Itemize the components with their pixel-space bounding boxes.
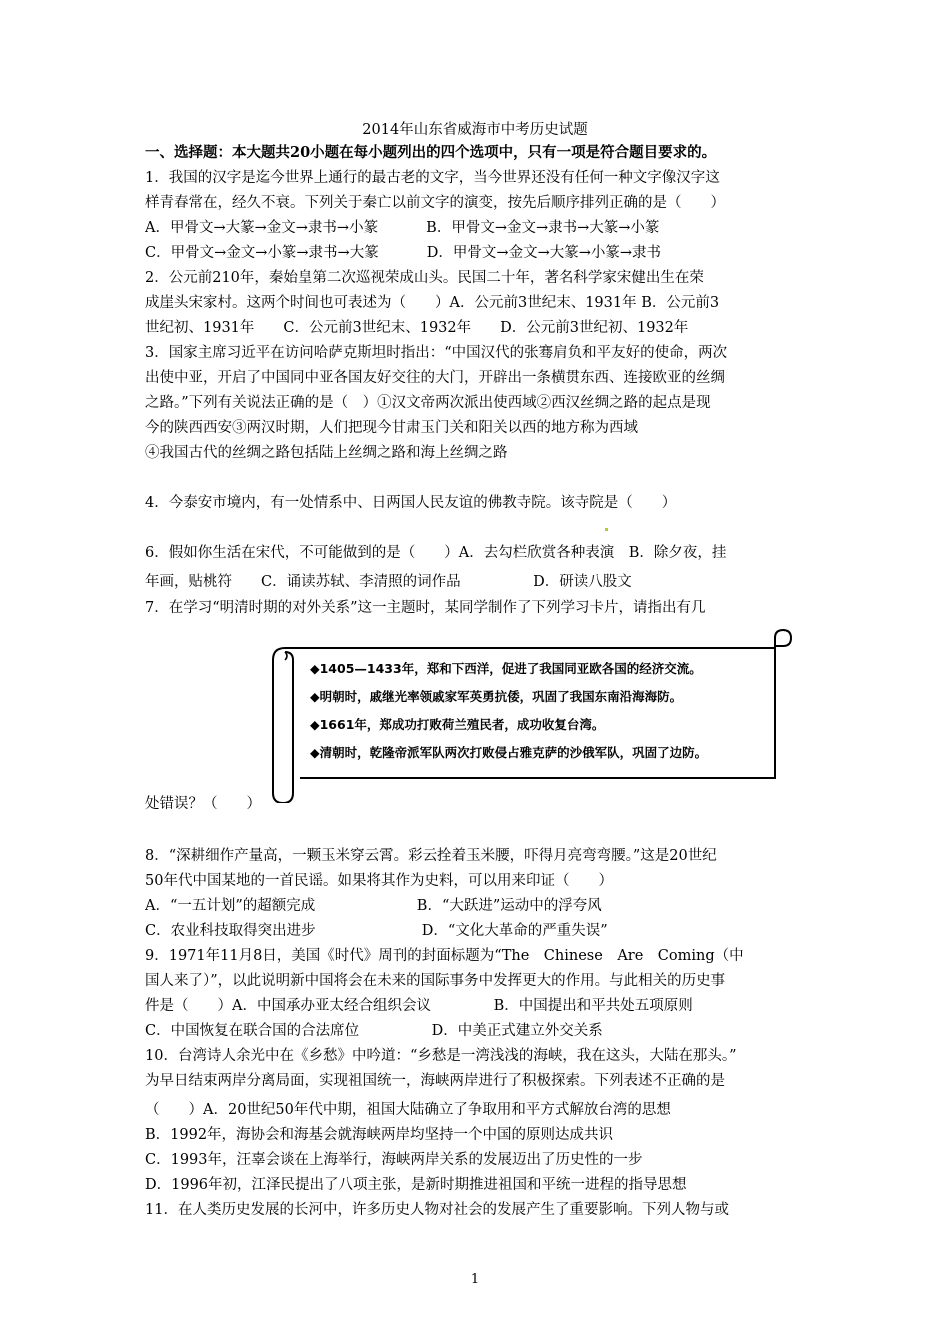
text-line: 处错误？（ ） (145, 796, 261, 812)
text-line: 今的陕西西安③两汉时期，人们把现今甘肃玉门关和阳关以西的地方称为西域 (145, 420, 638, 436)
page-title: 2014年山东省威海市中考历史试题 (362, 122, 588, 138)
text-line: 2．公元前210年，秦始皇第二次巡视荣成山头。民国二十年，著名科学家宋健出生在荣 (145, 270, 704, 286)
text-line: 4．今泰安市境内，有一处情系中、日两国人民友谊的佛教寺院。该寺院是（ ） (145, 495, 677, 511)
text-line: 7．在学习“明清时期的对外关系”这一主题时，某同学制作了下列学习卡片，请指出有几 (145, 600, 706, 616)
text-line: 成崖头宋家村。这两个时间也可表述为（ ）A．公元前3世纪末、1931年 B．公元前3 (145, 295, 720, 311)
text-line: 10．台湾诗人余光中在《乡愁》中吟道：“乡愁是一湾浅浅的海峡，我在这头，大陆在那头。” (145, 1048, 737, 1064)
text-line: （ ）A．20世纪50年代中期，祖国大陆确立了争取用和平方式解放台湾的思想 (145, 1102, 671, 1118)
text-line: 世纪初、1931年 C．公元前3世纪末、1932年 D．公元前3世纪初、1932年 (145, 320, 689, 336)
text-line: 件是（ ）A．中国承办亚太经合组织会议 B．中国提出和平共处五项原则 (145, 998, 693, 1014)
scroll-item: ◆1661年，郑成功打败荷兰殖民者，成功收复台湾。 (310, 717, 605, 732)
text-line: 年画，贴桃符 C．诵读苏轼、李清照的词作品 D．研读八股文 (145, 574, 632, 590)
text-line: C．农业科技取得突出进步 D．“文化大革命的严重失误” (145, 923, 608, 939)
text-line: ④我国古代的丝绸之路包括陆上丝绸之路和海上丝绸之路 (145, 445, 508, 461)
scroll-item: ◆清朝时，乾隆帝派军队两次打败侵占雅克萨的沙俄军队，巩固了边防。 (310, 745, 708, 760)
text-line: 9．1971年11月8日，美国《时代》周刊的封面标题为“The Chinese Are Coming（中 (145, 948, 744, 964)
text-line: C．甲骨文→金文→小篆→隶书→大篆 D．甲骨文→金文→大篆→小篆→隶书 (145, 245, 662, 261)
text-line: 50年代中国某地的一首民谣。如果将其作为史料，可以用来印证（ ） (145, 873, 613, 889)
text-line: 3．国家主席习近平在访问哈萨克斯坦时指出：“中国汉代的张骞肩负和平友好的使命，两次 (145, 345, 728, 361)
page-number: 1 (470, 1272, 480, 1287)
section-heading: 一、选择题：本大题共20小题在每小题列出的四个选项中，只有一项是符合题目要求的。 (145, 144, 717, 161)
text-line: 为早日结束两岸分离局面，实现祖国统一，海峡两岸进行了积极探索。下列表述不正确的是 (145, 1073, 725, 1089)
text-line: A．“一五计划”的超额完成 B．“大跃进”运动中的浮夸风 (145, 898, 602, 914)
scroll-item: ◆明朝时，戚继光率领戚家军英勇抗倭，巩固了我国东南沿海海防。 (310, 689, 683, 704)
text-line: C．中国恢复在联合国的合法席位 D．中美正式建立外交关系 (145, 1023, 603, 1039)
text-line: 样青春常在，经久不衰。下列关于秦亡以前文字的演变，按先后顺序排列正确的是（ ） (145, 195, 725, 211)
text-line: 8．“深耕细作产量高，一颗玉米穿云霄。彩云拴着玉米腰，吓得月亮弯弯腰。”这是20世纪 (145, 848, 717, 864)
text-line: 国人来了）”，以此说明新中国将会在未来的国际事务中发挥更大的作用。与此相关的历史事 (145, 973, 726, 989)
text-line: A．甲骨文→大篆→金文→隶书→小篆 B．甲骨文→金文→隶书→大篆→小篆 (145, 220, 660, 236)
text-line: 之路。”下列有关说法正确的是（ ）①汉文帝两次派出使西域②西汉丝绸之路的起点是现 (145, 395, 711, 411)
scroll-card-text (310, 655, 790, 767)
mark-dot (605, 528, 608, 531)
text-line: C．1993年，汪辜会谈在上海举行，海峡两岸关系的发展迈出了历史性的一步 (145, 1152, 643, 1168)
text-line: D．1996年初，江泽民提出了八项主张，是新时期推进祖国和平统一进程的指导思想 (145, 1177, 687, 1193)
text-line: 11．在人类历史发展的长河中，许多历史人物对社会的发展产生了重要影响。下列人物与或 (145, 1202, 729, 1218)
text-line: 1．我国的汉字是迄今世界上通行的最古老的文字，当今世界还没有任何一种文字像汉字这 (145, 170, 720, 186)
text-line: 6．假如你生活在宋代，不可能做到的是（ ）A．去勾栏欣赏各种表演 B．除夕夜，挂 (145, 545, 727, 561)
text-line: 出使中亚，开启了中国同中亚各国友好交往的大门，开辟出一条横贯东西、连接欧亚的丝绸 (145, 370, 725, 386)
scroll-item: ◆1405—1433年，郑和下西洋，促进了我国同亚欧各国的经济交流。 (310, 661, 702, 676)
text-line: B．1992年，海协会和海基会就海峡两岸均坚持一个中国的原则达成共识 (145, 1127, 614, 1143)
